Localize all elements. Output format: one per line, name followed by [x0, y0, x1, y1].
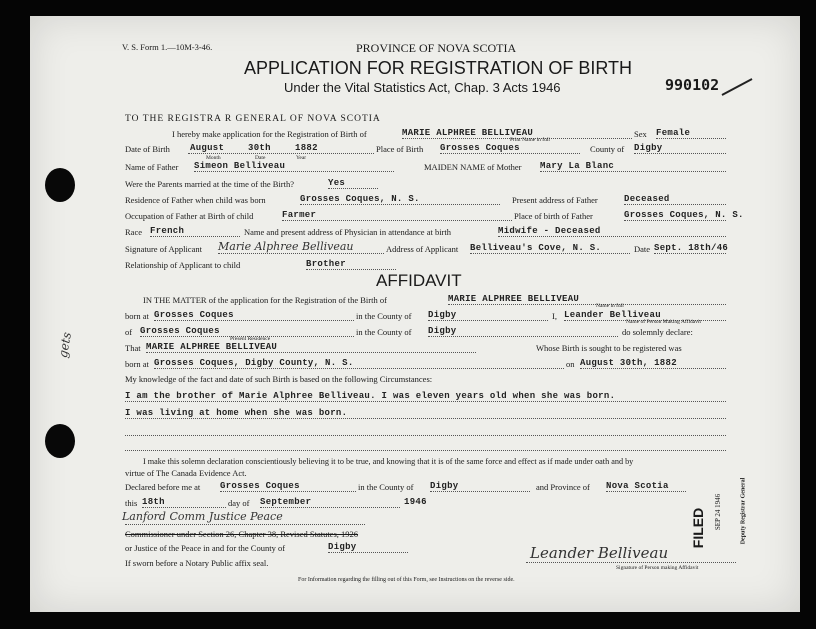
physician-label: Name and present address of Physician in attendance at birth: [244, 227, 452, 237]
affidavit-county: Digby: [428, 310, 548, 321]
deponent-signature-line: [526, 562, 736, 563]
notary-note: If sworn before a Notary Public affix seal.: [125, 558, 269, 568]
maiden-value: Mary La Blanc: [540, 161, 726, 172]
married-value: Yes: [328, 178, 378, 189]
affidavit-county-2: Digby: [428, 326, 618, 337]
signature-note: Signature of Person making Affidavit: [616, 565, 699, 571]
print-name-note: Print Name in full: [510, 137, 550, 143]
dob-year: 1882: [295, 143, 318, 153]
filed-text: FILED: [690, 507, 707, 549]
father-label: Name of Father: [125, 162, 179, 172]
year-label: Year: [296, 155, 307, 161]
declare-text: do solemnly declare:: [622, 327, 693, 337]
physician-value: Midwife - Deceased: [498, 226, 726, 237]
jp-signature-line: [125, 524, 365, 525]
jp-line: or Justice of the Peace in and for the County of: [125, 543, 286, 553]
footer-note: For Information regarding the filling out of this Form, see Instructions on the reverse side.: [298, 577, 515, 583]
dob-month: August: [190, 143, 225, 153]
punch-hole-bottom: [45, 424, 75, 458]
intro-label: I hereby make application for the Registration of Birth of: [172, 129, 367, 139]
affidavit-county-label-2: in the County of: [356, 327, 412, 337]
father-res-label: Residence of Father when child was born: [125, 195, 266, 205]
province-heading: PROVINCE OF NOVA SCOTIA: [356, 41, 517, 55]
father-value: Simeon Belliveau: [194, 161, 394, 172]
circumstance-line-4: [125, 450, 726, 451]
jp-signature: Lanford Comm Justice Peace: [122, 510, 283, 523]
on-label: on: [566, 359, 575, 369]
dob-line: [188, 153, 374, 154]
applicant-signature: Marie Alphree Belliveau: [218, 240, 384, 254]
occupation-value: Farmer: [282, 210, 512, 221]
declared-county-label: in the County of: [358, 482, 414, 492]
declared-month: September: [260, 497, 400, 508]
form-paper: [30, 16, 800, 612]
father-present-value: Deceased: [624, 194, 726, 205]
date-label-2: Date: [634, 244, 651, 254]
maiden-label: MAIDEN NAME of Mother: [424, 162, 522, 172]
that-label: That: [125, 343, 141, 353]
date-label: Date: [255, 155, 266, 161]
sex-label: Sex: [634, 129, 647, 139]
stamp-date: SEP 24 1946: [714, 493, 723, 531]
form-id: V. S. Form 1.—10M-3-46.: [122, 42, 213, 52]
born-at-label: born at: [125, 311, 149, 321]
whose-birth-text: Whose Birth is sought to be registered was: [536, 343, 682, 353]
declared-day: 18th: [142, 497, 226, 508]
father-birthplace-value: Grosses Coques, N. S.: [624, 210, 744, 220]
born-at-value: Grosses Coques: [154, 310, 354, 321]
born-at-label-2: born at: [125, 359, 149, 369]
matter-label: IN THE MATTER of the application for the Registration of the Birth of: [143, 295, 387, 305]
on-date: August 30th, 1882: [580, 358, 726, 369]
applicant-address-value: Belliveau's Cove, N. S.: [470, 243, 630, 254]
knowledge-text: My knowledge of the fact and date of such Birth is based on the following Circumstances:: [125, 374, 433, 384]
of-place: Grosses Coques: [140, 326, 354, 337]
occupation-label: Occupation of Father at Birth of child: [125, 211, 254, 221]
to-registrar: TO THE REGISTRA R GENERAL OF NOVA SCOTIA: [125, 114, 381, 124]
day-of-label: day of: [228, 498, 250, 508]
month-label: Month: [206, 155, 221, 161]
punch-hole-top: [45, 168, 75, 202]
struck-commissioner-line: Commissioner under Section 26, Chapter 38, Revised Statutes, 1926: [125, 529, 359, 539]
that-name: MARIE ALPHREE BELLIVEAU: [146, 342, 476, 353]
deponent-note: Name of Person Making Affidavit: [626, 319, 702, 325]
county-value: Digby: [634, 143, 726, 154]
pob-label: Place of Birth: [376, 144, 424, 154]
born-at-value-2: Grosses Coques, Digby County, N. S.: [154, 358, 564, 369]
pob-value: Grosses Coques: [440, 143, 580, 154]
signature-label: Signature of Applicant: [125, 244, 202, 254]
declared-label: Declared before me at: [125, 482, 201, 492]
dob-label: Date of Birth: [125, 144, 170, 154]
circumstance-line-3: [125, 435, 726, 436]
relationship-value: Brother: [306, 259, 396, 270]
child-name: MARIE ALPHREE BELLIVEAU: [402, 128, 632, 139]
race-value: French: [150, 226, 240, 237]
dob-day: 30th: [248, 143, 271, 153]
name-in-full-note: Name in full: [596, 303, 624, 309]
declared-at: Grosses Coques: [220, 481, 356, 492]
present-res-note: Present Residence: [230, 336, 271, 342]
affidavit-county-label: in the County of: [356, 311, 412, 321]
form-title: APPLICATION FOR REGISTRATION OF BIRTH: [244, 58, 633, 78]
of-label: of: [125, 327, 133, 337]
applicant-address-label: Address of Applicant: [386, 244, 459, 254]
jp-county: Digby: [328, 542, 408, 553]
sex-value: Female: [656, 128, 726, 139]
father-birthplace-label: Place of birth of Father: [514, 211, 593, 221]
this-label: this: [125, 498, 138, 508]
form-subtitle: Under the Vital Statistics Act, Chap. 3 Acts 1946: [284, 80, 561, 95]
father-res-value: Grosses Coques, N. S.: [300, 194, 500, 205]
solemn-text-2: virtue of The Canada Evidence Act.: [125, 468, 247, 478]
solemn-text-1: I make this solemn declaration conscientiously believing it to be true, and knowing that it is of the same force and effect as if made under oath and by: [143, 457, 634, 466]
matter-name: MARIE ALPHREE BELLIVEAU: [448, 294, 726, 305]
declared-year: 1946: [404, 497, 427, 507]
application-date: Sept. 18th/46: [654, 243, 729, 253]
filed-stamp: [670, 476, 760, 556]
declared-county: Digby: [430, 481, 530, 492]
i-label: I,: [552, 311, 557, 321]
check-mark: [722, 78, 753, 96]
race-label: Race: [125, 227, 142, 237]
father-present-label: Present address of Father: [512, 195, 598, 205]
declared-province: Nova Scotia: [606, 481, 686, 492]
stamp-office: Deputy Registrar General: [740, 477, 747, 545]
margin-note: gets: [55, 331, 75, 359]
county-label: County of: [590, 144, 625, 154]
province-label: and Province of: [536, 482, 590, 492]
registration-number: 990102: [665, 76, 720, 94]
deponent-signature: Leander Belliveau: [530, 544, 669, 562]
deponent-name: Leander Belliveau: [564, 310, 726, 321]
circumstance-2: I was living at home when she was born.: [125, 408, 726, 419]
relationship-label: Relationship of Applicant to child: [125, 260, 241, 270]
circumstance-1: I am the brother of Marie Alphree Belliveau. I was eleven years old when she was born.: [125, 391, 726, 402]
married-label: Were the Parents married at the time of the Birth?: [125, 179, 295, 189]
affidavit-heading: AFFIDAVIT: [376, 271, 462, 290]
